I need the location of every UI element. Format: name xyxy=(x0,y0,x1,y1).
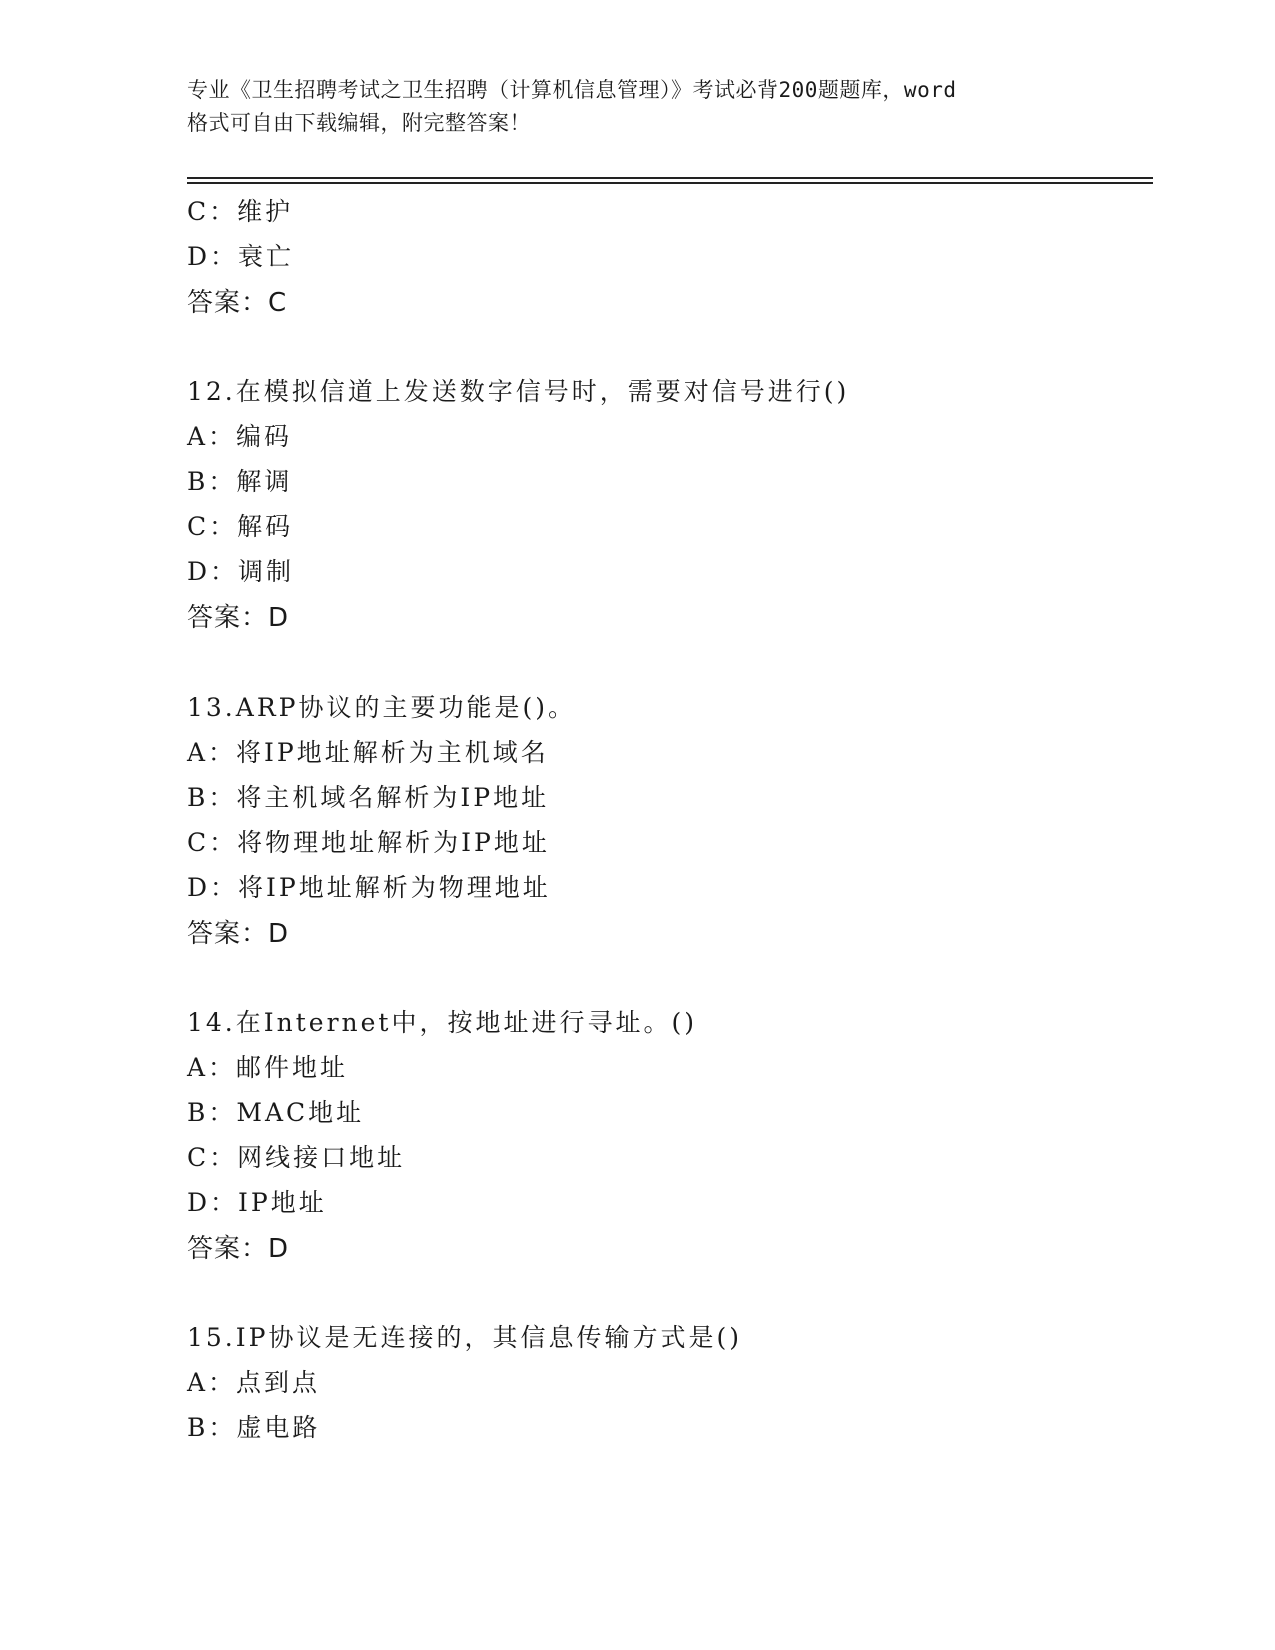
header-divider-bottom xyxy=(187,182,1153,184)
header-line-1: 专业《卫生招聘考试之卫生招聘（计算机信息管理）》考试必背200题题库，word xyxy=(187,78,957,102)
q15-option-a: A：点到点 xyxy=(187,1368,321,1397)
q13-question: 13.ARP协议的主要功能是()。 xyxy=(187,693,576,722)
q13-option-a: A：将IP地址解析为主机域名 xyxy=(187,738,549,767)
q12-option-a: A：编码 xyxy=(187,422,293,451)
q12-question: 12.在模拟信道上发送数字信号时，需要对信号进行() xyxy=(187,377,850,406)
q14-option-a: A：邮件地址 xyxy=(187,1053,349,1082)
q14-answer: 答案：D xyxy=(187,1234,290,1264)
q11-answer: 答案：C xyxy=(187,288,288,318)
document-header xyxy=(187,74,1087,140)
q13-answer: 答案：D xyxy=(187,919,290,949)
q12-option-d: D：调制 xyxy=(187,557,295,586)
q13-option-d: D：将IP地址解析为物理地址 xyxy=(187,873,551,902)
q13-option-c: C：将物理地址解析为IP地址 xyxy=(187,828,550,857)
q11-option-c: C：维护 xyxy=(187,197,294,226)
q12-option-c: C：解码 xyxy=(187,512,294,541)
header-line-2: 格式可自由下载编辑，附完整答案！ xyxy=(187,111,531,135)
q15-option-b: B：虚电路 xyxy=(187,1413,321,1442)
q13-option-b: B：将主机域名解析为IP地址 xyxy=(187,783,550,812)
q12-answer: 答案：D xyxy=(187,603,290,633)
header-divider-top xyxy=(187,177,1153,179)
q14-question: 14.在Internet中，按地址进行寻址。() xyxy=(187,1008,697,1037)
q12-option-b: B：解调 xyxy=(187,467,293,496)
q14-option-d: D：IP地址 xyxy=(187,1188,327,1217)
q15-question: 15.IP协议是无连接的，其信息传输方式是() xyxy=(187,1323,742,1352)
q11-option-d: D：衰亡 xyxy=(187,242,295,271)
q14-option-c: C：网线接口地址 xyxy=(187,1143,406,1172)
q14-option-b: B：MAC地址 xyxy=(187,1098,365,1127)
